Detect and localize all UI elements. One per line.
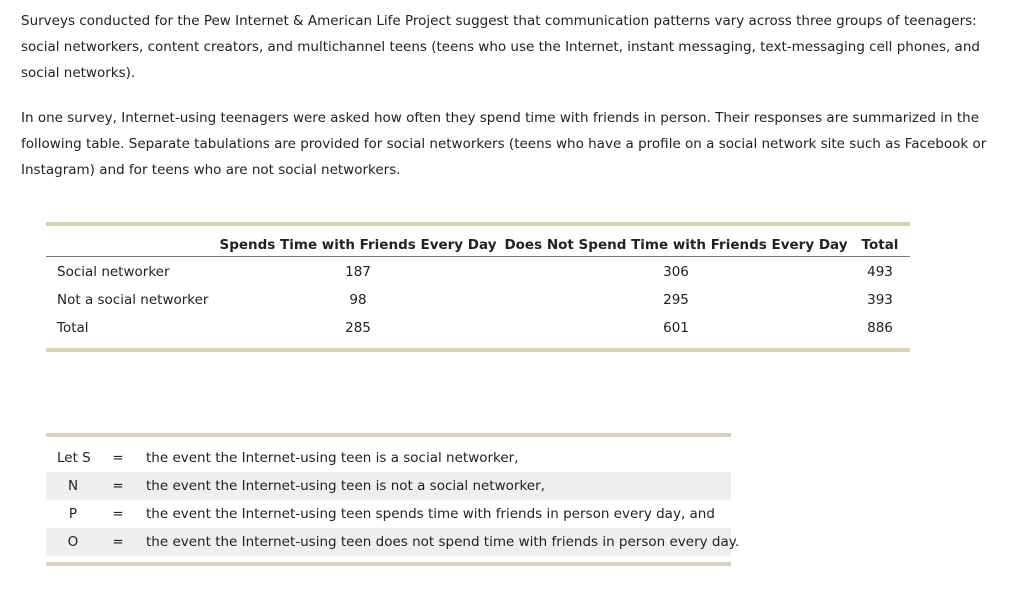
definition-equals: = — [112, 478, 124, 494]
definition-equals: = — [112, 534, 124, 550]
header-total: Total — [861, 237, 899, 253]
row-label-social-networker: Social networker — [57, 264, 170, 280]
definition-symbol: N — [67, 478, 79, 494]
intro-paragraph: Surveys conducted for the Pew Internet & American Life Project suggest that communication patterns vary across three groups of teenagers: social networkers, content creators, and multichannel teens (teens who use the Internet, instant messaging, text-messaging cell phones, and social networks). — [21, 13, 980, 81]
survey-paragraph: In one survey, Internet-using teenagers were asked how often they spend time with friends in person. Their responses are summarized in the following table. Separate tabulations are provided for social networkers (teens who have a profile on a social network site such as Facebook or Instagram) and for teens who are not social networkers. — [21, 110, 987, 178]
definition-equals: = — [112, 506, 124, 522]
cell-total-not-spends: 601 — [663, 320, 689, 336]
definitions-bottom-rule — [46, 562, 731, 566]
cell-grand-total: 886 — [867, 320, 893, 336]
header-not-spends: Does Not Spend Time with Friends Every Day — [504, 237, 848, 253]
definitions-top-rule — [46, 433, 731, 437]
definition-symbol: P — [68, 506, 78, 522]
table-bottom-rule — [46, 348, 910, 352]
cell-social-total: 493 — [867, 264, 893, 280]
cell-social-not-spends: 306 — [663, 264, 689, 280]
definition-text: the event the Internet-using teen does not spend time with friends in person every day. — [146, 534, 740, 550]
definition-equals: = — [112, 450, 124, 466]
definition-text: the event the Internet-using teen spends time with friends in person every day, and — [146, 506, 715, 522]
cell-total-spends: 285 — [345, 320, 371, 336]
definition-text: the event the Internet-using teen is a social networker, — [146, 450, 519, 466]
row-label-total: Total — [57, 320, 89, 336]
definition-text: the event the Internet-using teen is not a social networker, — [146, 478, 545, 494]
cell-not-social-total: 393 — [867, 292, 893, 308]
header-spends: Spends Time with Friends Every Day — [219, 237, 497, 253]
definition-symbol: Let S — [57, 450, 91, 466]
cell-social-spends: 187 — [345, 264, 371, 280]
header-divider — [46, 256, 910, 257]
table-top-rule — [46, 222, 910, 226]
row-label-not-social-networker: Not a social networker — [57, 292, 209, 308]
cell-not-social-spends: 98 — [349, 292, 367, 308]
definition-symbol: O — [67, 534, 79, 550]
cell-not-social-not-spends: 295 — [663, 292, 689, 308]
